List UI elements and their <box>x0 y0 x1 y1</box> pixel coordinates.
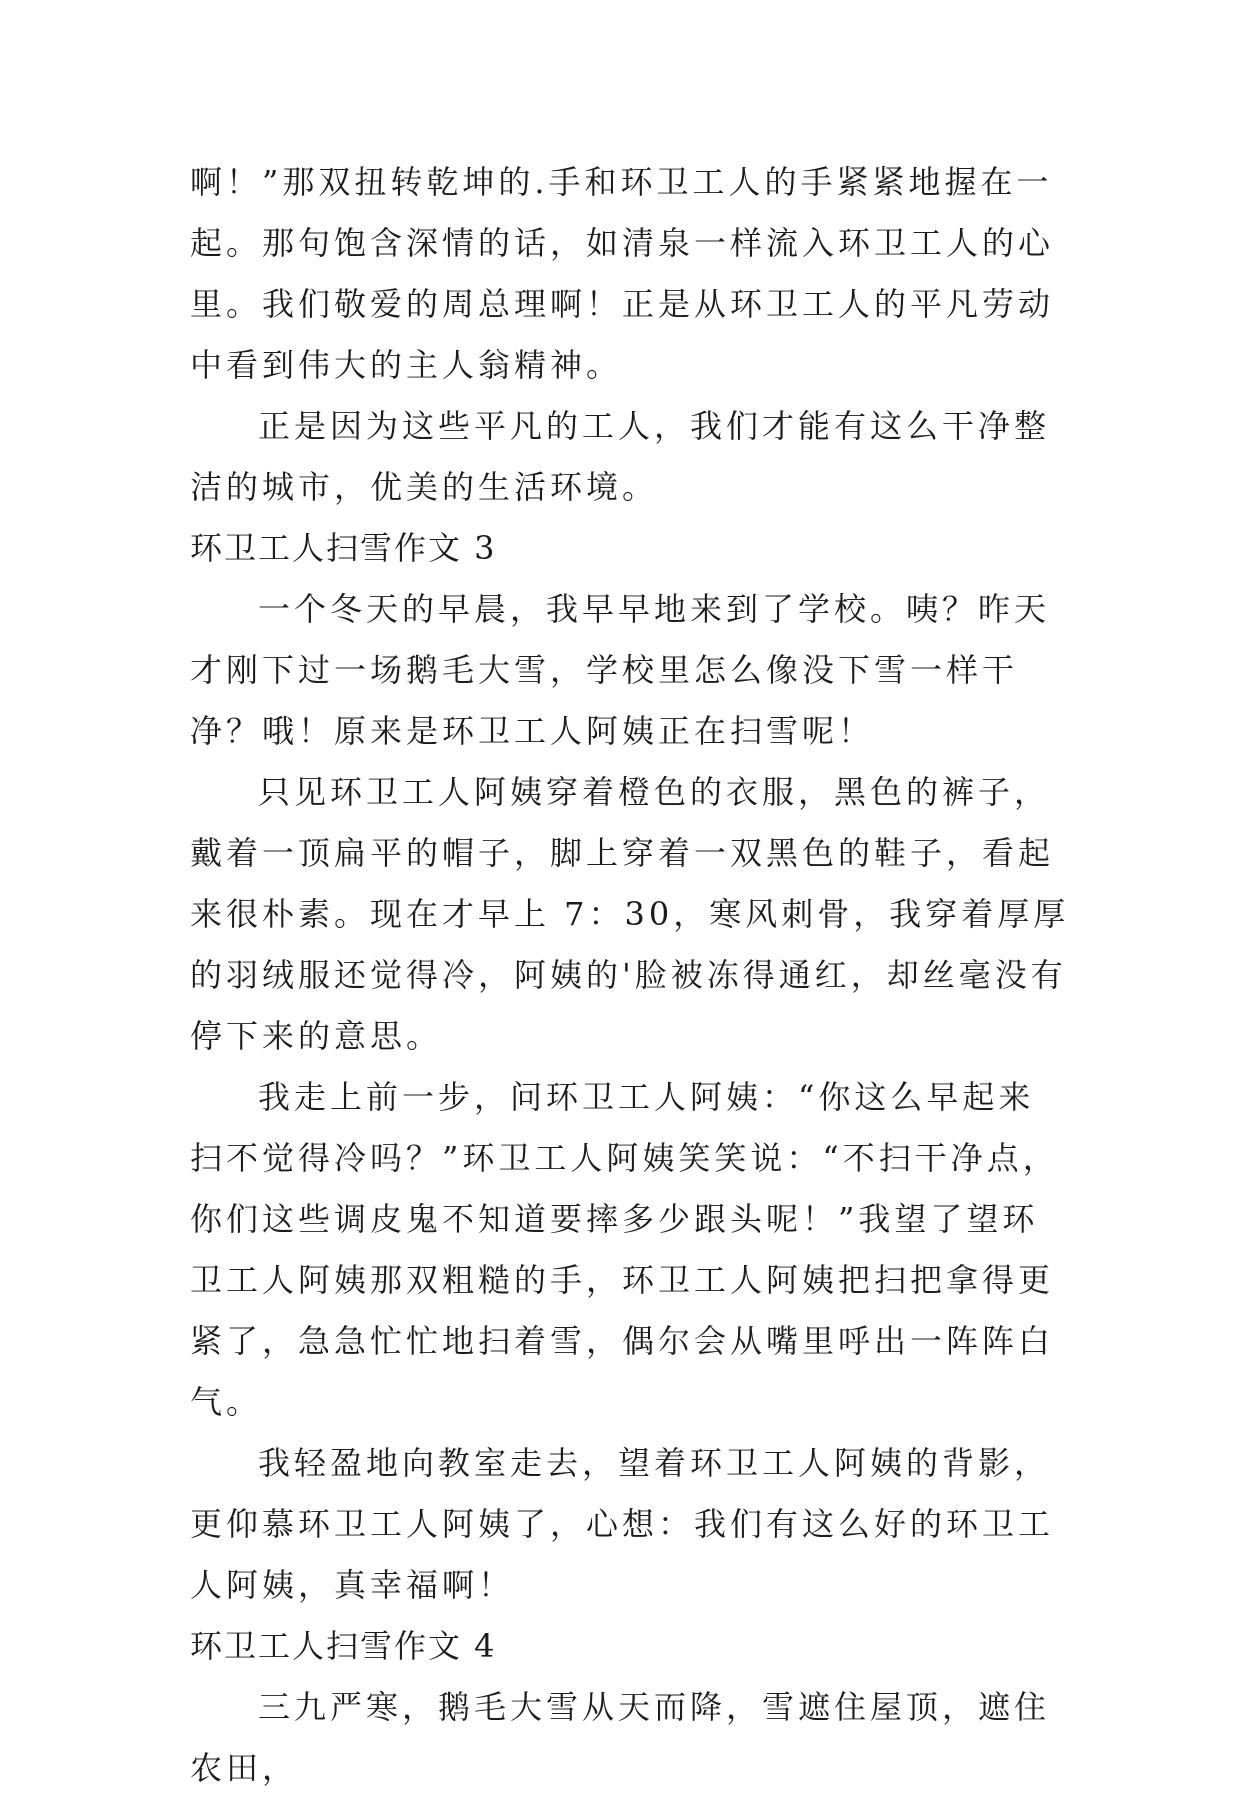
paragraph-5: 我走上前一步，问环卫工人阿姨：“你这么早起来扫不觉得冷吗？”环卫工人阿姨笑笑说：“不扫干净点，你们这些调皮鬼不知道要摔多少跟头呢！”我望了望环卫工人阿姨那双粗糙的手，环卫工人阿姨把扫把拿得更紧了，急急忙忙地扫着雪，偶尔会从嘴里呼出一阵阵白气。 <box>190 1078 1059 1421</box>
paragraph-7: 三九严寒，鹅毛大雪从天而降，雪遮住屋顶，遮住农田， <box>190 1688 1051 1787</box>
essay-4-heading: 环卫工人扫雪作文 4 <box>190 1627 497 1665</box>
paragraph-2: 正是因为这些平凡的工人，我们才能有这么干净整洁的城市，优美的生活环境。 <box>190 407 1051 506</box>
essay-body <box>190 152 1070 1799</box>
paragraph-3: 一个冬天的早晨，我早早地来到了学校。咦？昨天才刚下过一场鹅毛大雪，学校里怎么像没下雪一样干净？哦！原来是环卫工人阿姨正在扫雪呢！ <box>190 590 1051 750</box>
essay-3-heading: 环卫工人扫雪作文 3 <box>190 529 497 567</box>
paragraph-6: 我轻盈地向教室走去，望着环卫工人阿姨的背影，更仰慕环卫工人阿姨了，心想：我们有这么好的环卫工人阿姨，真幸福啊！ <box>190 1444 1055 1604</box>
paragraph-4: 只见环卫工人阿姨穿着橙色的衣服，黑色的裤子，戴着一顶扁平的帽子，脚上穿着一双黑色的鞋子，看起来很朴素。现在才早上 7：30，寒风刺骨，我穿着厚厚的羽绒服还觉得冷，阿姨的'脸被冻得通红，却丝毫没有停下来的意思。 <box>190 773 1070 1055</box>
paragraph-1: 啊！”那双扭转乾坤的.手和环卫工人的手紧紧地握在一起。那句饱含深情的话，如清泉一样流入环卫工人的心里。我们敬爱的周总理啊！正是从环卫工人的平凡劳动中看到伟大的主人翁精神。 <box>190 163 1055 384</box>
